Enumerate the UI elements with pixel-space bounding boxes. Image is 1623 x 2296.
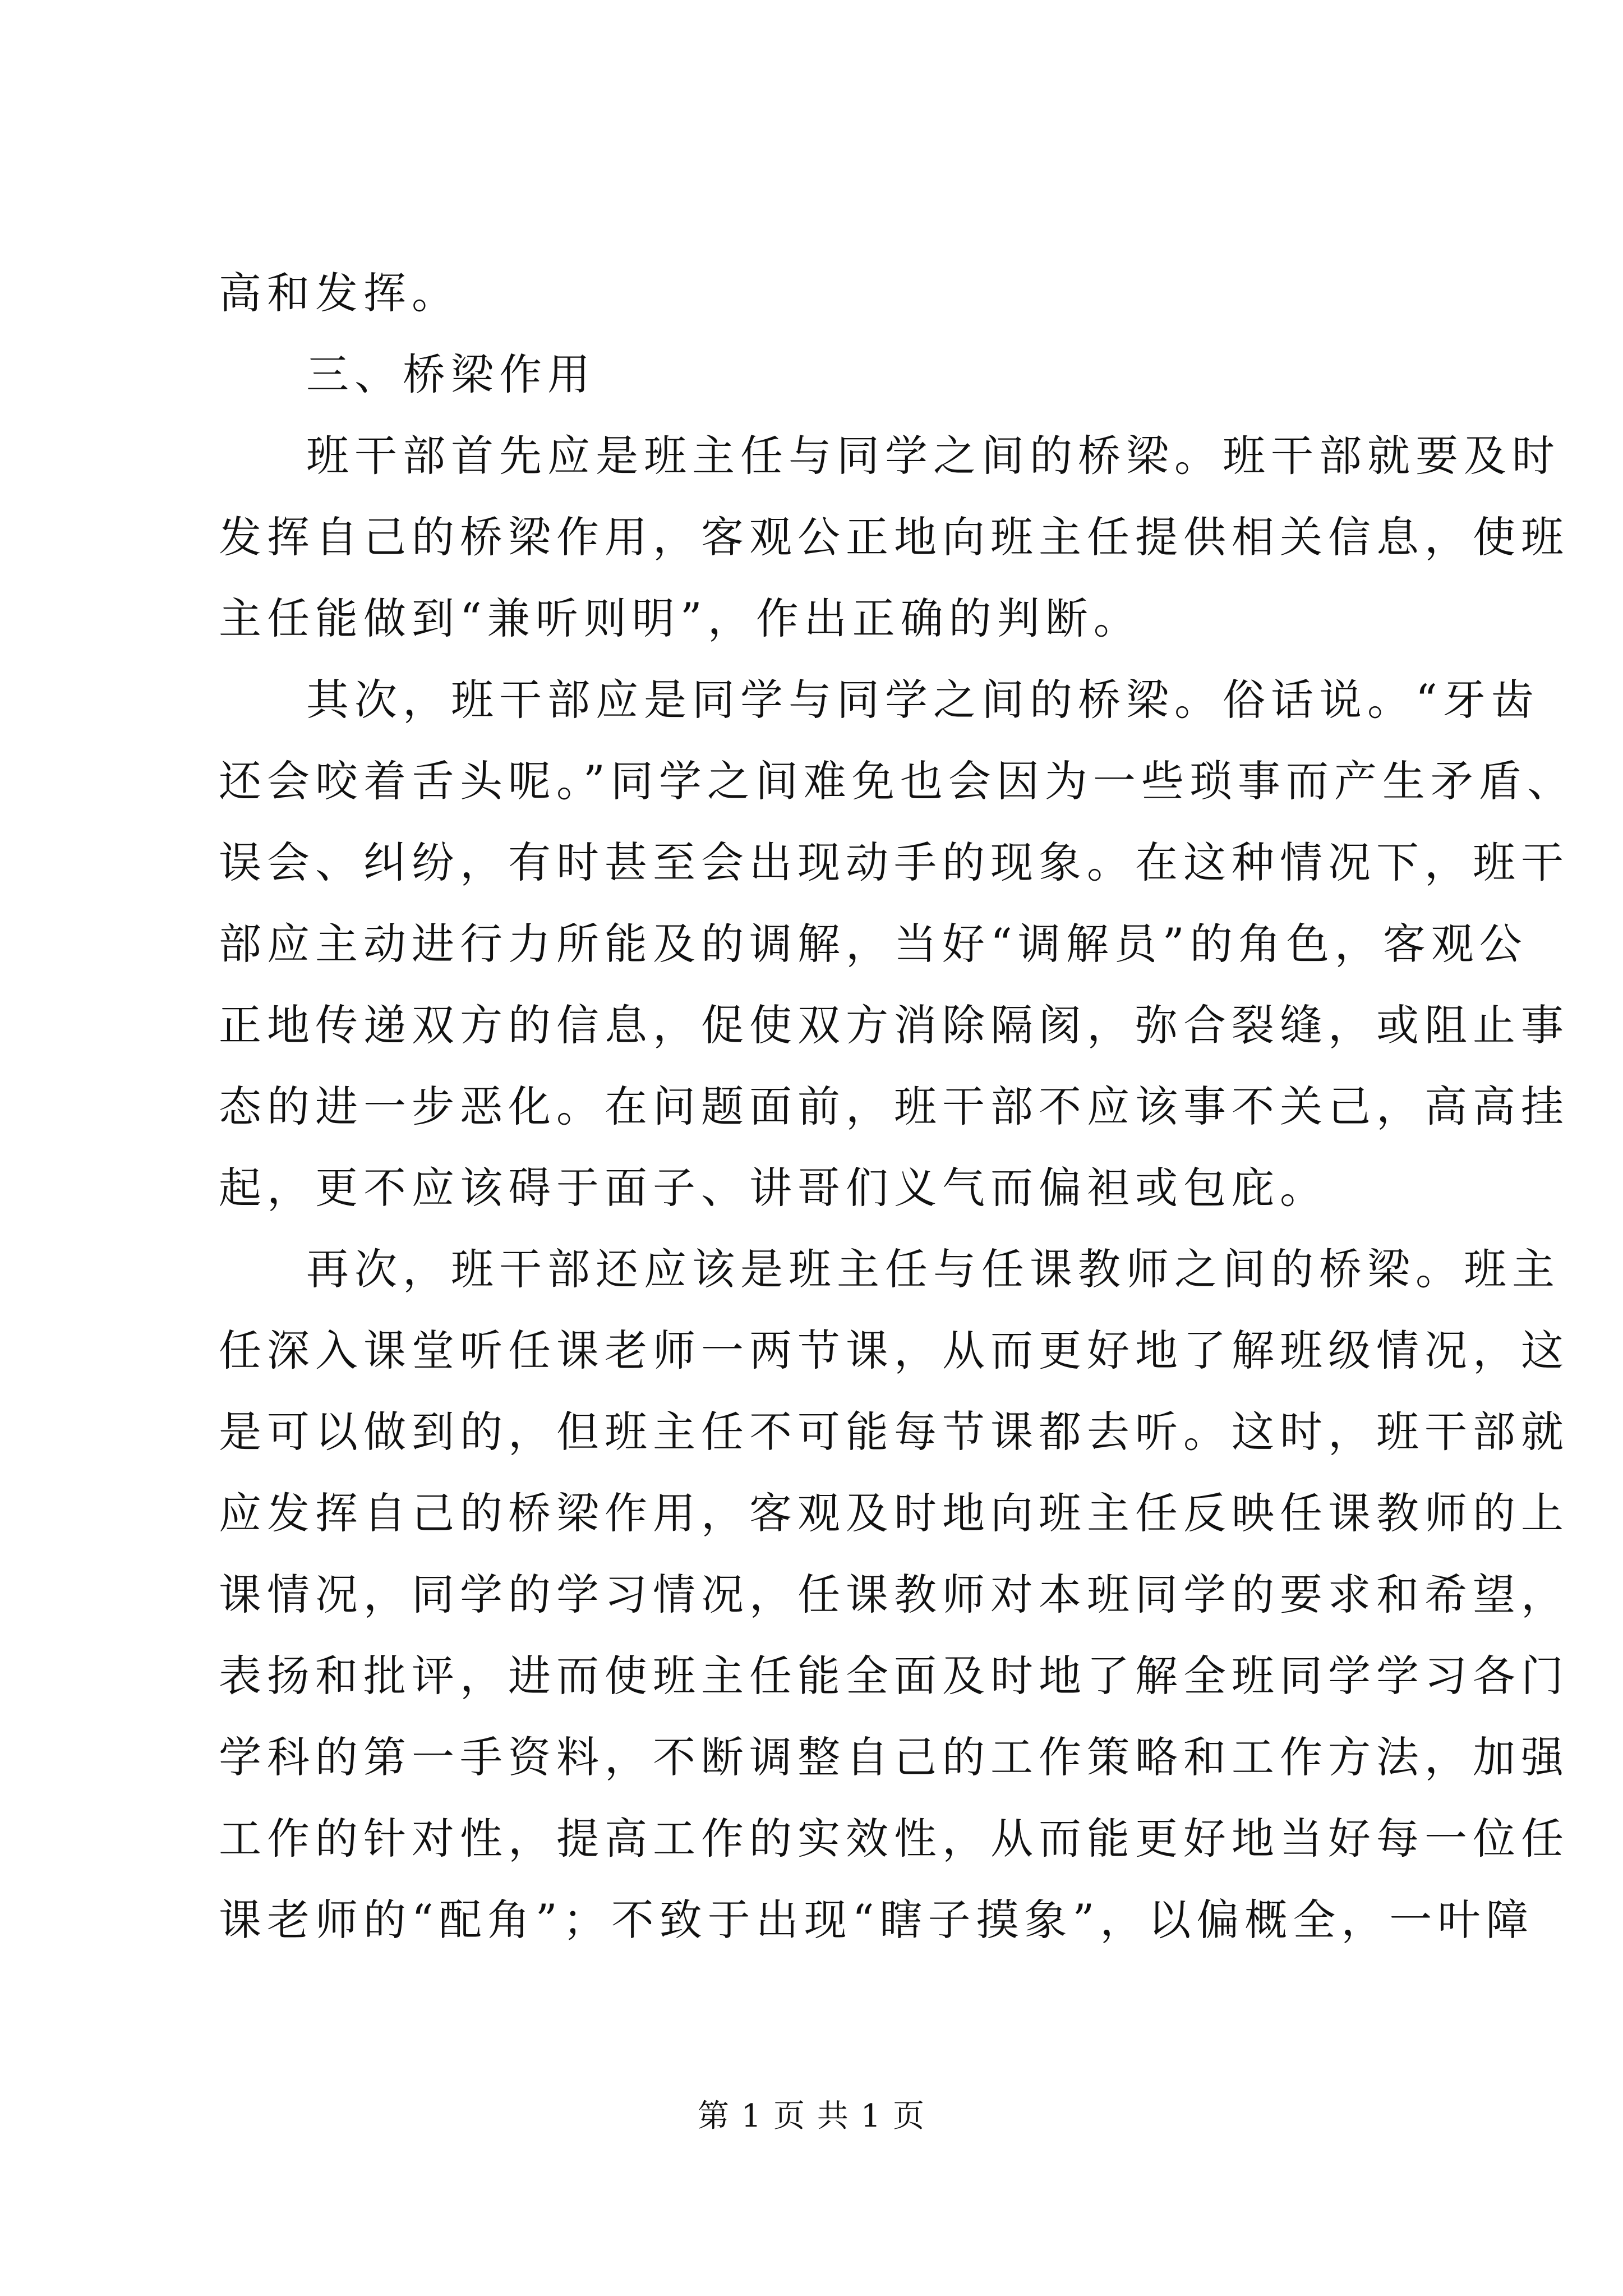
text-line: 再次，班干部还应该是班主任与任课教师之间的桥梁。班主 <box>306 1244 1560 1294</box>
text-line: 正地传递双方的信息，促使双方消除隔阂，弥合裂缝，或阻止事 <box>219 1000 1569 1050</box>
text-line: 其次，班干部应是同学与同学之间的桥梁。俗话说。“牙齿 <box>306 675 1539 725</box>
text-line: 班干部首先应是班主任与同学之间的桥梁。班干部就要及时 <box>306 431 1560 481</box>
text-line: 态的进一步恶化。在问题面前，班干部不应该事不关己，高高挂 <box>219 1082 1569 1131</box>
text-line: 还会咬着舌头呢。”同学之间难免也会因为一些琐事而产生矛盾、 <box>219 756 1575 806</box>
text-line: 是可以做到的，但班主任不可能每节课都去听。这时，班干部就 <box>219 1407 1569 1457</box>
text-line: 应发挥自己的桥梁作用，客观及时地向班主任反映任课教师的上 <box>219 1488 1569 1538</box>
document-body <box>219 252 1575 1961</box>
text-line: 主任能做到“兼听则明”，作出正确的判断。 <box>219 593 1142 643</box>
text-line: 起，更不应该碍于面子、讲哥们义气而偏袒或包庇。 <box>219 1163 1328 1213</box>
text-line: 工作的针对性，提高工作的实效性，从而能更好地当好每一位任 <box>219 1814 1569 1864</box>
text-line: 表扬和批评，进而使班主任能全面及时地了解全班同学学习各门 <box>219 1651 1569 1701</box>
page-number-footer: 第 1 页 共 1 页 <box>697 2098 926 2134</box>
text-line: 学科的第一手资料，不断调整自己的工作策略和工作方法，加强 <box>219 1732 1569 1782</box>
text-line: 发挥自己的桥梁作用，客观公正地向班主任提供相关信息，使班 <box>219 512 1569 562</box>
text-line: 部应主动进行力所能及的调解，当好“调解员”的角色，客观公 <box>219 919 1528 969</box>
section-heading: 三、桥梁作用 <box>306 349 596 399</box>
text-line: 课情况，同学的学习情况，任课教师对本班同学的要求和希望， <box>219 1570 1569 1619</box>
text-line: 课老师的“配角”；不致于出现“瞎子摸象”，以偏概全，一叶障 <box>219 1895 1534 1945</box>
text-line: 误会、纠纷，有时甚至会出现动手的现象。在这种情况下，班干 <box>219 838 1569 887</box>
text-line: 任深入课堂听任课老师一两节课，从而更好地了解班级情况，这 <box>219 1326 1569 1375</box>
text-line: 高和发挥。 <box>219 268 460 318</box>
